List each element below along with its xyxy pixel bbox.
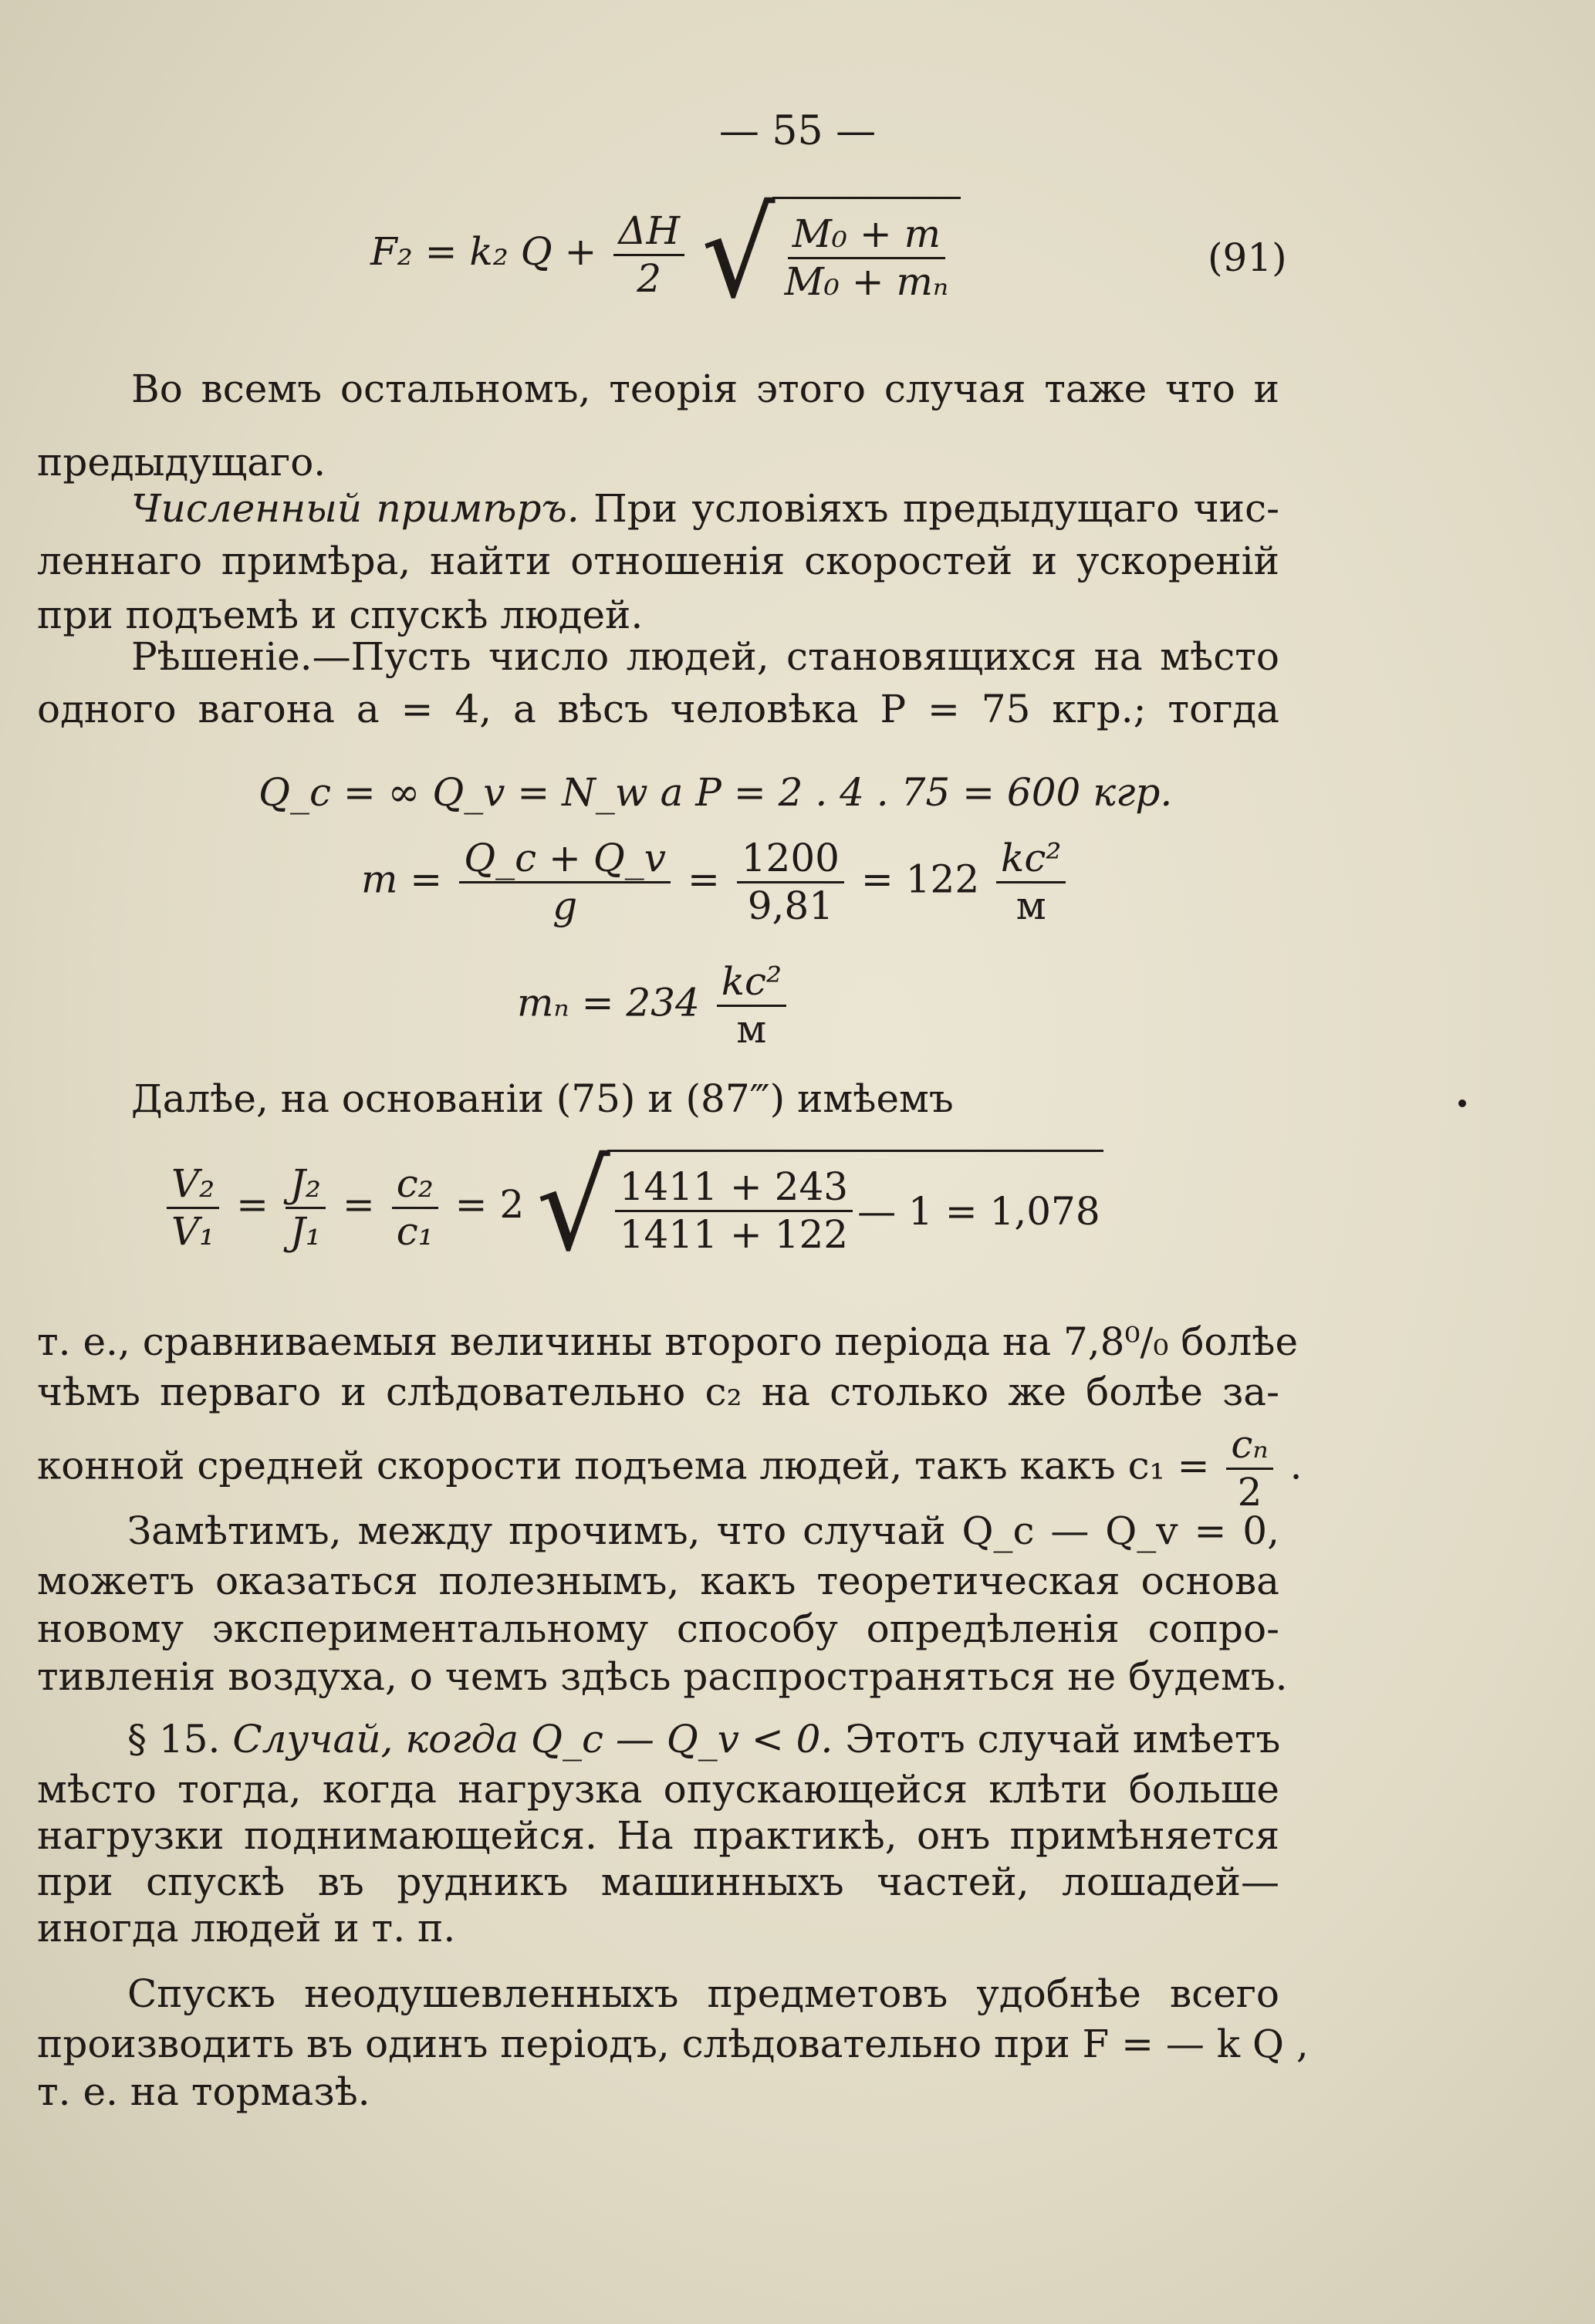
p2-line3: при подъемѣ и спускѣ людей. — [37, 593, 644, 637]
p1-line2: предыдущаго. — [37, 440, 326, 485]
p7-line1: § 15. Случай, когда Q_c — Q_v < 0. Этотъ случай имѣетъ — [127, 1717, 1281, 1762]
p7-line5: иногда людей и т. п. — [37, 1906, 456, 1951]
eq91-root: √ $\frac{\text{M₀ + m}}{\text{M₀ + mₙ}}$ — [701, 197, 961, 312]
p3-line2: одного вагона a = 4, а вѣсъ человѣка P = 75 кгр.; тогда — [37, 687, 1279, 731]
p7-line2: мѣсто тогда, когда нагрузка опускающейся клѣти больше — [37, 1767, 1279, 1812]
p6-line3: новому экспериментальному способу опредѣленія сопро- — [37, 1606, 1279, 1651]
eq91-fraction: $\frac{\Delta H}{2}$ — [613, 210, 684, 300]
p6-line4: тивленія воздуха, о чемъ здѣсь распространяться не будемъ. — [37, 1654, 1288, 1699]
p3-line1: Рѣшеніе.—Пусть число людей, становящихся на мѣсто — [131, 634, 1279, 679]
p1-line1: Во всемъ остальномъ, теорія этого случая таже что и — [131, 367, 1279, 411]
p5-line2: чѣмъ перваго и слѣдовательно c₂ на столько же болѣе за- — [37, 1370, 1279, 1414]
p6-line1: Замѣтимъ, между прочимъ, что случай Q_c — Q_v = 0, — [127, 1508, 1279, 1553]
equation-mn: mₙ = 234 $\frac{\text{kc²}}{м}$ — [517, 961, 791, 1051]
equation-m: m = $\frac{Q\_c + Q\_v}{g}$ = $\frac{1200}{9,81}$ = 122 $\frac{\text{kc²}}{м}$ — [361, 837, 1070, 927]
p5-line1: т. е., сравниваемыя величины второго періода на 7,8⁰/₀ болѣе — [37, 1319, 1299, 1364]
equation-number: (91) — [1208, 235, 1287, 280]
p7-line3: нагрузки поднимающейся. На практикѣ, онъ примѣняется — [37, 1813, 1279, 1858]
p2-line2: леннаго примѣра, найти отношенія скоростей и ускореній — [37, 539, 1279, 583]
equation-qc: Q_c = ∞ Q_v = N_w a P = 2 . 4 . 75 = 600 кгр. — [259, 770, 1173, 815]
p6-line2: можетъ оказаться полезнымъ, какъ теоретическая основа — [37, 1559, 1279, 1603]
page-number: — 55 — — [718, 108, 877, 154]
eq91-lhs: F₂ = k₂ Q + — [370, 229, 597, 274]
p5-line3: конной средней скорости подъема людей, такъ какъ c₁ = $\frac{\text{cₙ}}{2}$ . — [37, 1422, 1303, 1515]
p2-heading: Численный примѣръ. — [131, 486, 580, 531]
p8-line3: т. е. на тормазѣ. — [37, 2069, 370, 2114]
p8-line2: производить въ одинъ періодъ, слѣдовательно при F = — k Q , — [37, 2022, 1309, 2066]
p8-line1: Спускъ неодушевленныхъ предметовъ удобнѣе всего — [127, 1971, 1279, 2016]
p7-line4: при спускѣ въ рудникъ машинныхъ частей, лошадей— — [37, 1860, 1279, 1904]
p2-line1: Численный примѣръ. При условіяхъ предыдущаго чис- — [131, 486, 1279, 531]
equation-91 — [370, 184, 961, 326]
equation-ratio: $\frac{\text{V₂}}{\text{V₁}}$ = $\frac{\text{J₂}}{\text{J₁}}$ = $\frac{\text{c₂}}{\text{c₁}}$ = 2 √ $\frac{1411 + 243}{1411 + 122}$ — 1 = 1,078 — [162, 1150, 1103, 1265]
margin-dot — [1458, 1100, 1466, 1107]
p4: Далѣе, на основаніи (75) и (87‴) имѣемъ — [131, 1076, 954, 1121]
section-heading: Случай, когда Q_c — Q_v < 0. — [232, 1717, 833, 1762]
